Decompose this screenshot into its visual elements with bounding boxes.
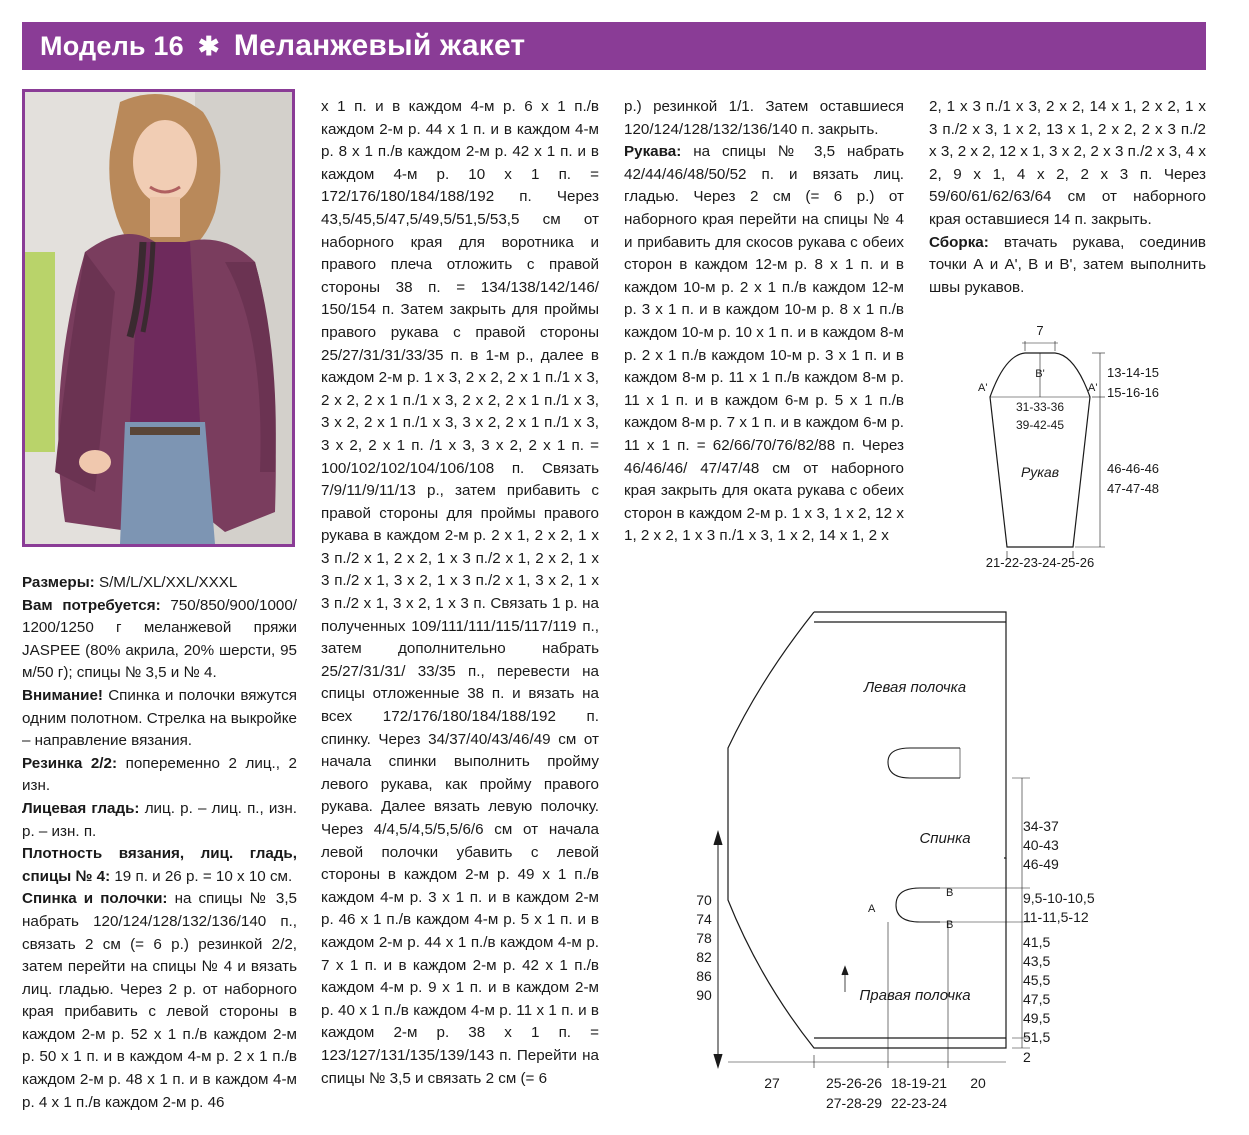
model-number: Модель 16	[40, 30, 184, 61]
cap-height-line-2: 15-16-16	[1107, 385, 1160, 400]
left-front-label: Левая полочка	[863, 679, 967, 696]
sleeve-cap-paragraph: 2, 1 x 3 п./1 x 3, 2 x 2, 14 x 1, 2 x 2, 1 x 3 п./2 x 3, 1 x 2, 13 x 1, 2 x 2, 2 x 3 п./2 x 3, 2 x 2, 12 x 1, 3 x 2, 2 x 3 п./2 x 3, 4 x 2, 9 x 1, 4 x 2, 2 x 3 п. Через 59/60/61/62/63/64 см от наборного края оставшиеся 14 п. закрыть.	[929, 98, 1206, 228]
point-b-prime: B'	[1035, 368, 1045, 380]
point-b-top: B	[946, 887, 954, 899]
right-dim-1: 41,5	[1023, 934, 1051, 950]
text-column-3	[624, 96, 904, 548]
jacket-photo-illustration	[25, 92, 292, 544]
left-dim-2: 74	[696, 911, 712, 927]
rib-finish-paragraph: р.) резинкой 1/1. Затем оставшиеся 120/124/128/132/136/140 п. закрыть.	[624, 98, 904, 138]
point-a: A	[868, 903, 876, 915]
rib-paragraph: Резинка 2/2: попеременно 2 лиц., 2 изн.	[22, 754, 297, 795]
asterisk-icon: ✱	[197, 30, 220, 61]
bottom-dim-width-1: 25-26-26	[825, 1075, 883, 1091]
materials-paragraph: Вам потребуется: 750/850/900/1000/ 1200/1250 г меланжевой пряжи JASPEE (80% акрила, 20% шерсти, 95 м/50 г); спицы № 3,5 и № 4.	[22, 596, 297, 682]
armhole-dim-1: 9,5-10-10,5	[1023, 890, 1095, 906]
page-title: Меланжевый жакет	[233, 29, 526, 62]
model-photo	[22, 89, 295, 547]
left-dim-1: 70	[696, 892, 712, 908]
point-b-bottom: B	[946, 919, 954, 931]
point-a-prime-right: A'	[1088, 382, 1098, 394]
body-schematic	[690, 600, 1110, 1120]
bottom-dim-width-4: 22-23-24	[890, 1095, 948, 1111]
attention-paragraph: Внимание! Спинка и полочки вяжутся одним полотном. Стрелка на выкройке – направление вязания.	[22, 686, 297, 750]
stockinette-paragraph: Лицевая гладь: лиц. р. – лиц. п., изн. р. – изн. п.	[22, 799, 297, 840]
right-front-label: Правая полочка	[859, 987, 971, 1004]
left-dim-3: 78	[696, 930, 712, 946]
right-dim-3: 45,5	[1023, 972, 1051, 988]
left-dim-4: 82	[696, 949, 712, 965]
right-dim-2: 43,5	[1023, 953, 1051, 969]
rib-dim: 2	[1023, 1049, 1031, 1065]
sleeve-length-line-2: 47-47-48	[1107, 481, 1160, 496]
sizes-paragraph: Размеры: S/M/L/XL/XXL/XXXL	[22, 574, 238, 591]
text-column-2	[321, 96, 599, 1090]
back-dim-2: 40-43	[1023, 837, 1059, 853]
sleeves-paragraph: Рукава: на спицы № 3,5 набрать 42/44/46/48/50/52 п. и вязать лиц. гладью. Через 2 см (= 6 р.) от наборного края перейти на спицы № 4 и прибавить для скосов рукава с обеих сторон в каждом 12-м р. 8 x 1 п. и в каждом 10-м р. 2 x 1 п./в каждом 12-м р. 3 x 1 п. и в каждом 10-м р. 8 x 1 п./в каждом 10-м р. 10 x 1 п. и в каждом 8-м р. 2 x 1 п./в каждом 10-м р. 3 x 1 п. и в каждом 8-м р. 11 x 1 п./в каждом 8-м р. 11 x 1 п. и в каждом 6-м р. 5 x 1 п./в каждом 8-м р. 7 x 1 п. и в каждом 6-м р. 11 x 1 п. = 62/66/70/76/82/88 п. Через 46/46/46/ 47/47/48 см от наборного края закрыть для оката рукава с обеих сторон в каждом 2-м р. 1 x 3, 1 x 2, 12 x 1, 2 x 2, 1 x 3 п./1 x 3, 1 x 2, 14 x 1, 2 x	[624, 143, 904, 545]
bottom-dim-20: 20	[970, 1075, 986, 1091]
sleeve-width-line-2: 39-42-45	[1015, 418, 1065, 432]
bottom-dim-width-3: 18-19-21	[890, 1075, 948, 1091]
back-label: Спинка	[919, 830, 971, 847]
gauge-paragraph: Плотность вязания, лиц. гладь, спицы № 4: 19 п. и 26 р. = 10 x 10 см.	[22, 845, 297, 885]
sleeve-top-width: 7	[1036, 323, 1044, 338]
bottom-dim-width-2: 27-28-29	[825, 1095, 883, 1111]
sleeve-label: Рукав	[1020, 464, 1060, 480]
cap-height-line-1: 13-14-15	[1107, 365, 1160, 380]
text-column-4	[929, 96, 1206, 299]
sleeve-cuff-width: 21-22-23-24-25-26	[985, 555, 1095, 570]
back-fronts-paragraph: Спинка и полочки: на спицы № 3,5 набрать 120/124/128/132/136/140 п., связать 2 см (= 6 р.) резинкой 2/2, затем перейти на спицы № 4 и вязать лиц. гладью. Через 2 р. от наборного края прибавить с левой стороны в каждом 2-м р. 52 x 1 п./в каждом 2-м р. 50 x 1 п. и в каждом 4-м р. 2 x 1 п./в каждом 2-м р. 48 x 1 п. и в каждом 4-м р. 4 x 1 п./в каждом 2-м р. 46	[22, 890, 297, 1111]
bottom-dim-27: 27	[764, 1075, 780, 1091]
point-a-prime-left: A'	[978, 382, 988, 394]
assembly-paragraph: Сборка: втачать рукава, соединив точки А и А', В и В', затем выполнить швы рукавов.	[929, 233, 1206, 296]
left-dim-6: 90	[696, 987, 712, 1003]
right-dim-5: 49,5	[1023, 1010, 1051, 1026]
back-fronts-continued: x 1 п. и в каждом 4-м р. 6 x 1 п./в каждом 2-м р. 44 x 1 п. и в каждом 4-м р. 8 x 1 п./в каждом 2-м р. 42 x 1 п. и в каждом 4-м р. 10 x 1 п. = 172/176/180/184/188/192 п. Через 43,5/45,5/47,5/49,5/51,5/53,5 см от наборного края для воротника и правого плеча отложить с правой стороны 38 п. = 134/138/142/146/ 150/154 п. Затем закрыть для проймы правого рукава с правой стороны 25/27/31/31/33/35 п. в 1-м р., далее в каждом 2-м р. 1 x 3, 2 x 2, 2 x 1 п./1 x 3, 2 x 2, 2 x 1 п./1 x 3, 2 x 2, 2 x 1 п./1 x 3, 3 x 2, 2 x 1 п./1 x 3, 3 x 2, 2 x 1 п./1 x 3, 3 x 2, 2 x 1 п. /1 x 3, 3 x 2, 2 x 1 п. = 100/102/102/104/106/108 п. Связать 7/9/11/9/11/13 р., затем прибавить с правой стороны для проймы правого рукава в каждом 2-м р. 2 x 1, 2 x 2, 1 x 3 п./2 x 1, 2 x 2, 1 x 3 п./2 x 1, 2 x 2, 1 x 3 п./2 x 1, 3 x 2, 1 x 3 п./2 x 1, 3 x 2, 1 x 3 п./2 x 1, 3 x 2, 1 x 3 п. Связать 1 р. на полученных 109/111/111/115/117/119 п., затем дополнительно набрать 25/27/31/31/ 33/35 п., перевести на спицы отложенные 38 п. и вязать на всех 172/176/180/184/188/192 п. спинку. Через 34/37/40/43/46/49 см от начала спинки выполнить пройму левого рукава, как пройму правого рукава. Далее вязать левую полочку. Через 4/4,5/4,5/5,5/6/6 см от начала левой полочки убавить с левой стороны в каждом 2-м р. 49 x 1 п./в каждом 4-м р. 3 x 1 п. и в каждом 2-м р. 46 x 1 п./в каждом 4-м р. 5 x 1 п. и в каждом 2-м р. 44 x 1 п./в каждом 4-м р. 7 x 1 п. и в каждом 2-м р. 42 x 1 п./в каждом 4-м р. 9 x 1 п. и в каждом 2-м р. 40 x 1 п./в каждом 4-м р. 11 x 1 п. и в каждом 2-м р. 38 x 1 п. = 123/127/131/135/139/143 п. Перейти на спицы № 3,5 и связать 2 см (= 6	[321, 98, 599, 1087]
back-dim-3: 46-49	[1023, 856, 1059, 872]
right-dim-6: 51,5	[1023, 1029, 1051, 1045]
page-header	[22, 22, 1206, 70]
sleeve-length-line-1: 46-46-46	[1107, 461, 1160, 476]
armhole-dim-2: 11-11,5-12	[1023, 909, 1089, 925]
sleeve-schematic	[960, 315, 1200, 577]
text-column-1	[22, 572, 297, 1114]
sleeve-width-line-1: 31-33-36	[1015, 400, 1065, 414]
back-dim-1: 34-37	[1023, 818, 1059, 834]
left-dim-5: 86	[696, 968, 712, 984]
right-dim-4: 47,5	[1023, 991, 1051, 1007]
